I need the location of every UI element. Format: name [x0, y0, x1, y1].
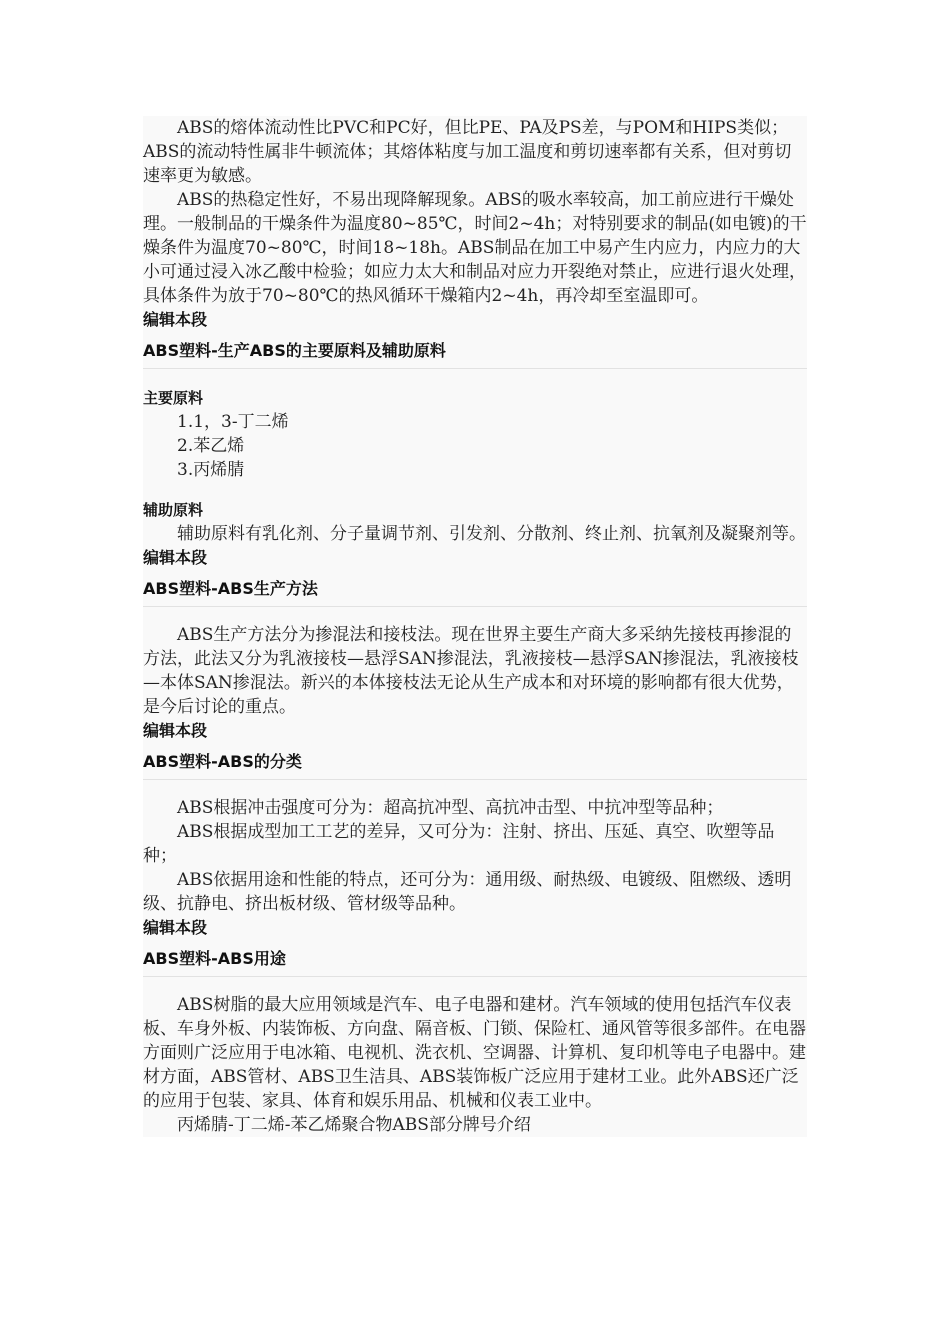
edit-section-link[interactable]: 编辑本段: [143, 310, 208, 329]
paragraph: ABS根据成型加工工艺的差异，又可分为：注射、挤出、压延、真空、吹塑等品种；: [143, 822, 775, 866]
paragraph: 辅助原料有乳化剂、分子量调节剂、引发剂、分散剂、终止剂、抗氧剂及凝聚剂等。: [177, 524, 806, 544]
document-body: [143, 116, 807, 1137]
list-item: 2.苯乙烯: [177, 436, 245, 456]
edit-section-link[interactable]: 编辑本段: [143, 721, 208, 740]
section-title: ABS塑料-生产ABS的主要原料及辅助原料: [143, 339, 807, 369]
section-title: ABS塑料-ABS的分类: [143, 750, 807, 780]
paragraph: ABS根据冲击强度可分为：超高抗冲型、高抗冲击型、中抗冲型等品种；: [177, 798, 724, 818]
paragraph: ABS树脂的最大应用领域是汽车、电子电器和建材。汽车领域的使用包括汽车仪表板、车身外板、内装饰板、方向盘、隔音板、门锁、保险杠、通风管等很多部件。在电器方面则广泛应用于电冰箱、电视机、洗衣机、空调器、计算机、复印机等电子电器中。建材方面，ABS管材、ABS卫生洁具、ABS装饰板广泛应用于建材工业。此外ABS还广泛的应用于包装、家具、体育和娱乐用品、机械和仪表工业中。: [143, 995, 806, 1111]
paragraph: ABS生产方法分为掺混法和接枝法。现在世界主要生产商大多采纳先接枝再掺混的方法，此法又分为乳液接枝—悬浮SAN掺混法，乳液接枝—悬浮SAN掺混法，乳液接枝—本体SAN掺混法。新兴的本体接枝法无论从生产成本和对环境的影响都有很大优势，是今后讨论的重点。: [143, 625, 799, 717]
section-title: ABS塑料-ABS生产方法: [143, 577, 807, 607]
edit-section-link[interactable]: 编辑本段: [143, 548, 208, 567]
subsection-title: 主要原料: [143, 389, 204, 407]
section-title: ABS塑料-ABS用途: [143, 947, 807, 977]
list-item: 3.丙烯腈: [177, 460, 245, 480]
edit-section-link[interactable]: 编辑本段: [143, 918, 208, 937]
subsection-title: 辅助原料: [143, 501, 204, 519]
paragraph: ABS的热稳定性好，不易出现降解现象。ABS的吸水率较高，加工前应进行干燥处理。一般制品的干燥条件为温度80~85℃，时间2~4h；对特别要求的制品(如电镀)的干燥条件为温度70~80℃，时间18~18h。ABS制品在加工中易产生内应力，内应力的大小可通过浸入冰乙酸中检验；如应力太大和制品对应力开裂绝对禁止，应进行退火处理，具体条件为放于70~80℃的热风循环干燥箱内2~4h，再冷却至室温即可。: [143, 190, 807, 306]
paragraph: ABS依据用途和性能的特点，还可分为：通用级、耐热级、电镀级、阻燃级、透明级、抗静电、挤出板材级、管材级等品种。: [143, 870, 792, 914]
list-item: 1.1，3-丁二烯: [177, 412, 289, 432]
paragraph: 丙烯腈-丁二烯-苯乙烯聚合物ABS部分牌号介绍: [177, 1115, 531, 1135]
paragraph: ABS的熔体流动性比PVC和PC好，但比PE、PA及PS差，与POM和HIPS类似；ABS的流动特性属非牛顿流体；其熔体粘度与加工温度和剪切速率都有关系，但对剪切速率更为敏感。: [143, 118, 792, 186]
